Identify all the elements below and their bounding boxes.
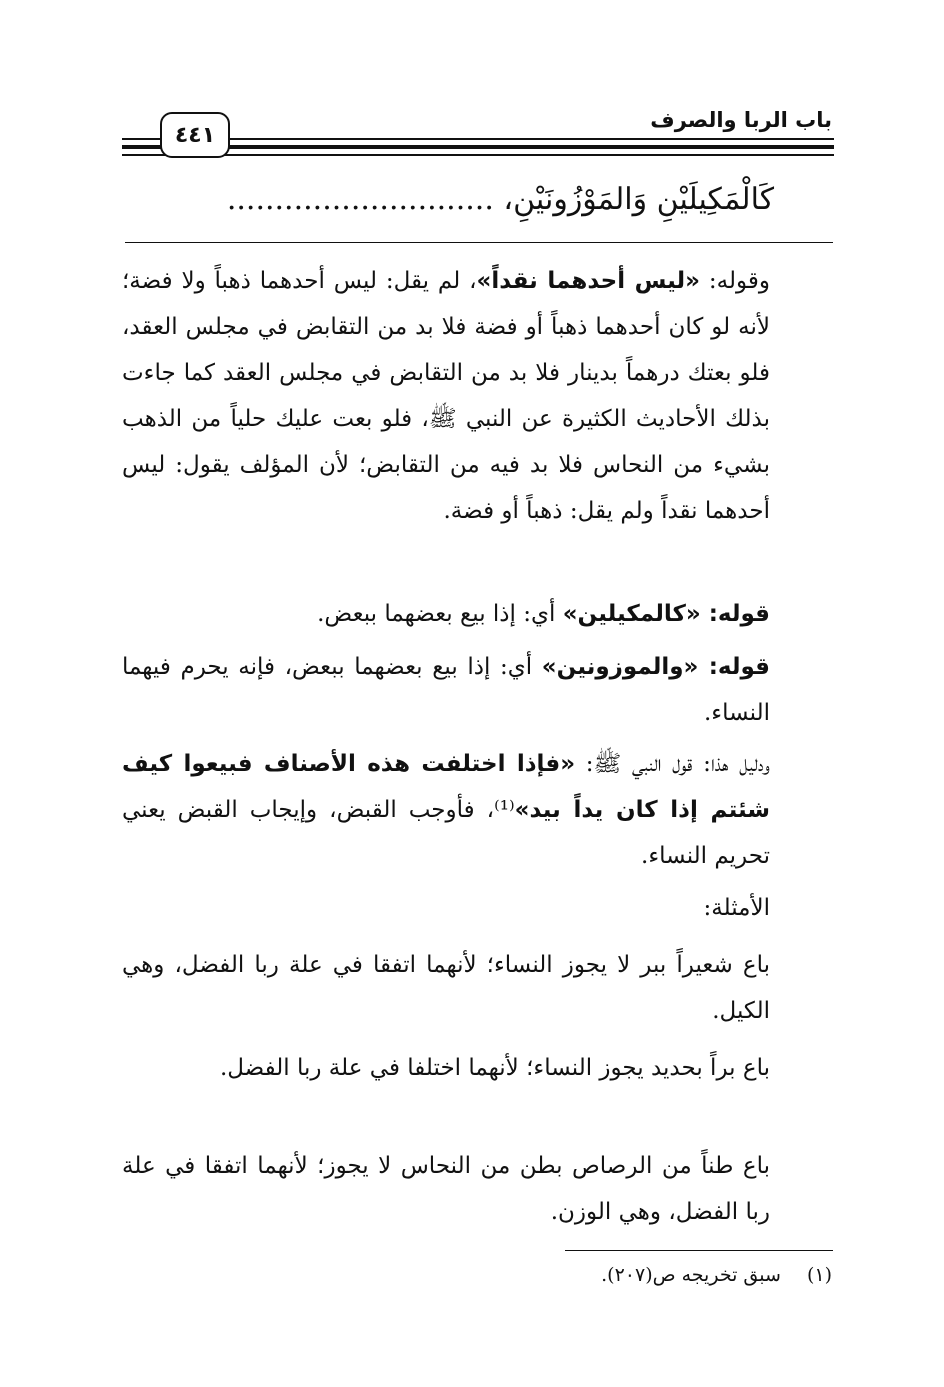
page-number: ٤٤١ [174,122,216,148]
example-2 [122,1045,834,1091]
paragraph-text: باع شعيراً ببر لا يجوز النساء؛ لأنهما اتفقا في علة ربا الفضل، وهي الكيل. [122,952,770,1024]
examples-heading [122,885,834,931]
paragraph-text: ، فأوجب القبض، وإيجاب القبض يعني تحريم النساء. [122,797,770,869]
example-1 [122,942,834,1034]
paragraph-commentary-3 [122,644,834,736]
hadith-quote: «فإذا اختلفت هذه الأصناف فبيعوا كيف شئتم إذا كان يداً بيد» [122,751,770,823]
footnote [601,1264,832,1286]
paragraph-text: ، لم يقل: ليس أحدهما ذهباً ولا فضة؛ لأنه لو كان أحدهما ذهباً أو فضة فلا بد من التقابض في مجلس العقد، فلو بعتك درهماً بدينار فلا بد من التقابض في مجلس العقد كما جاءت بذلك الأحاديث الكثيرة عن النبي ﷺ، فلو بعت عليك حلياً من الذهب بشيء من النحاس فلا بد فيه من التقابض؛ لأن المؤلف يقول: ليس أحدهما نقداً ولم يقل: ذهباً أو فضة. [122,268,770,524]
paragraph-commentary-1 [122,258,834,534]
qawluhu-label: قوله: [700,601,770,627]
paragraph-text: ودليل هذا: قول النبي ﷺ: [575,751,771,777]
paragraph-evidence [122,741,834,879]
example-3 [122,1143,834,1235]
footnote-separator [565,1250,833,1251]
footnote-number: (١) [806,1264,832,1286]
quoted-phrase: «والموزونين» [541,654,699,680]
quoted-phrase: «ليس أحدهما نقداً» [476,268,701,294]
paragraph-text: باع براً بحديد يجوز النساء؛ لأنهما اختلفا في علة ربا الفضل. [219,1055,770,1081]
paragraph-text: أي: إذا بيع بعضهما ببعض، فإنه يحرم فيهما النساء. [122,654,770,726]
matn-dots: ............................ [226,182,494,217]
paragraph-commentary-2 [122,591,834,637]
matn-line [134,172,774,228]
page-number-box [160,112,230,158]
paragraph-text: باع طناً من الرصاص بطن من النحاس لا يجوز؛ لأنهما اتفقا في علة ربا الفضل، وهي الوزن. [122,1153,770,1225]
footnote-text: سبق تخريجه ص(٢٠٧). [601,1264,781,1286]
examples-heading-text: الأمثلة: [703,895,770,921]
running-title: باب الربا والصرف [650,108,832,132]
qawluhu-label: قوله: [698,654,770,680]
paragraph-text: وقوله: [700,268,770,294]
quoted-phrase: «كالمكيلين» [562,601,701,627]
footnote-marker: ⁽¹⁾ [494,797,515,823]
matn-separator [125,242,833,243]
paragraph-text: أي: إذا بيع بعضهما ببعض. [317,601,563,627]
matn-text: كَالْمَكِيلَيْنِ وَالمَوْزُونَيْنِ، [503,182,774,217]
header-rule-bottom [122,154,834,156]
